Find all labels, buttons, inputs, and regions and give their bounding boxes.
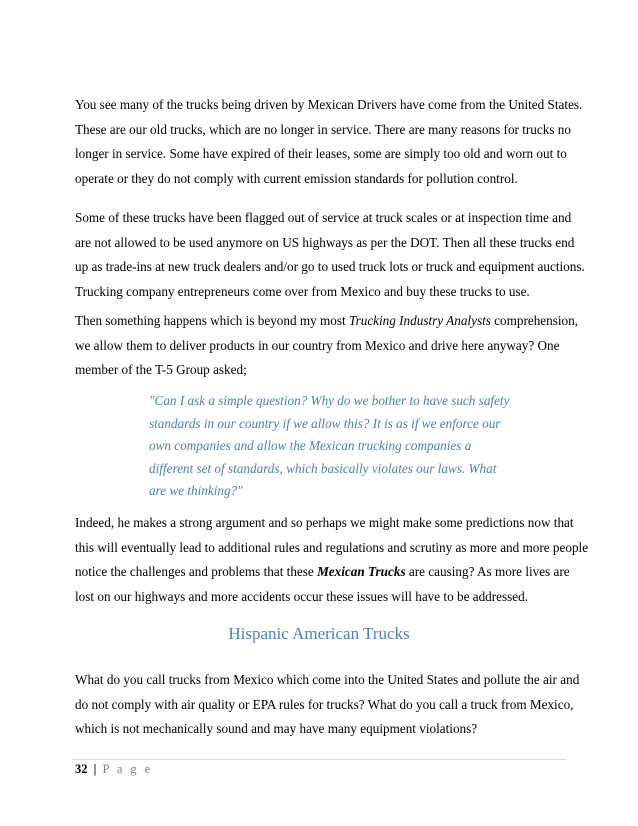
- text-line: member of the T-5 Group asked;: [75, 362, 247, 377]
- text-line: longer in service. Some have expired of their leases, some are simply too old and worn out to: [75, 146, 567, 161]
- text-line: which is not mechanically sound and may have many equipment violations?: [75, 721, 478, 736]
- page-footer: [75, 762, 153, 777]
- paragraph-flagged-trucks: [75, 206, 585, 304]
- footer-separator: |: [93, 762, 97, 776]
- text-line: up as trade-ins at new truck dealers and/or go to used truck lots or truck and equipment auctions.: [75, 259, 585, 274]
- text-line: What do you call trucks from Mexico which come into the United States and pollute the air and: [75, 672, 580, 687]
- text-run: are causing? As more lives are: [405, 564, 570, 579]
- quote-line: are we thinking?": [149, 483, 243, 498]
- text-line: are not allowed to be used anymore on US highways as per the DOT. Then all these trucks end: [75, 234, 575, 250]
- text-line: we allow them to deliver products in our country from Mexico and drive here anyway? One: [75, 337, 560, 353]
- text-run: notice the challenges and problems that these: [75, 564, 318, 579]
- text-run: comprehension,: [490, 313, 579, 328]
- text-line: Trucking company entrepreneurs come over from Mexico and buy these trucks to use.: [75, 283, 530, 299]
- paragraph-old-trucks: [75, 93, 583, 191]
- text-line: this will eventually lead to additional rules and regulations and scrutiny as more and more people: [75, 539, 589, 555]
- text-line: Some of these trucks have been flagged out of service at truck scales or at inspection time and: [75, 210, 572, 225]
- quote-line: different set of standards, which basically violates our laws. What: [149, 460, 497, 476]
- text-line: do not comply with air quality or EPA rules for trucks? What do you call a truck from Mexico,: [75, 696, 574, 712]
- page-label: P a g e: [102, 762, 153, 776]
- text-line: [75, 309, 579, 334]
- text-line: These are our old trucks, which are no longer in service. There are many reasons for trucks no: [75, 121, 571, 137]
- text-line: operate or they do not comply with current emission standards for pollution control.: [75, 170, 518, 186]
- paragraph-argument: [75, 511, 589, 609]
- block-quote: [149, 390, 509, 503]
- text-line: Indeed, he makes a strong argument and so perhaps we might make some predictions now that: [75, 515, 574, 530]
- emphasis-analysts: Trucking Industry Analysts: [348, 313, 491, 328]
- text-run: Then something happens which is beyond my most: [75, 313, 349, 328]
- quote-line: "Can I ask a simple question? Why do we bother to have such safety: [149, 393, 510, 408]
- paragraph-what-do-you-call: [75, 668, 580, 742]
- section-heading: Hispanic American Trucks: [228, 624, 410, 643]
- quote-line: standards in our country if we allow this? It is as if we enforce our: [149, 415, 501, 431]
- quote-line: own companies and allow the Mexican trucking companies a: [149, 438, 472, 453]
- page-number: 32: [75, 762, 88, 776]
- text-line: [75, 560, 575, 585]
- text-line: You see many of the trucks being driven by Mexican Drivers have come from the United States.: [75, 97, 583, 112]
- emphasis-mexican-trucks: Mexican Trucks: [317, 564, 406, 579]
- text-line: lost on our highways and more accidents occur these issues will have to be addressed.: [75, 588, 529, 604]
- paragraph-comprehension: [75, 309, 579, 383]
- footer-divider: [72, 759, 566, 760]
